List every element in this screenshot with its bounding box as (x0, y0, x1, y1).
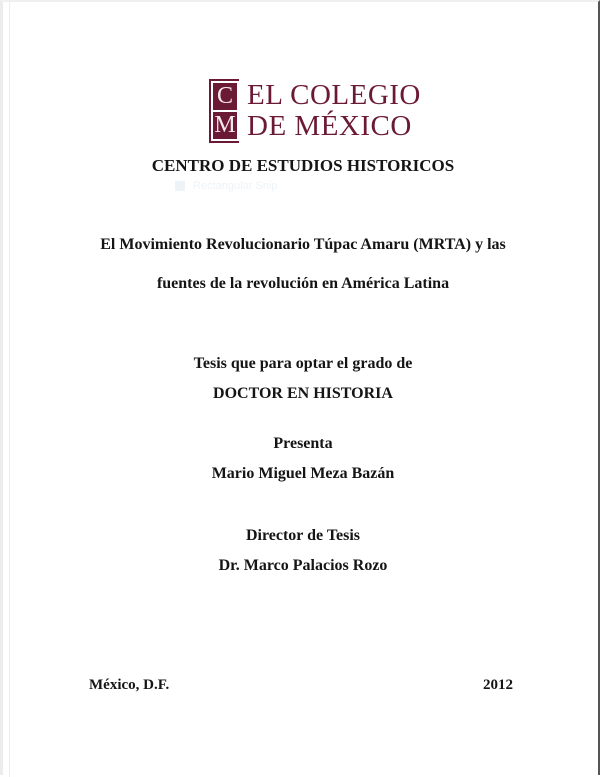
ghost-tooltip (175, 178, 295, 194)
degree-line-1: Tesis que para optar el grado de (193, 355, 413, 372)
advisor-name: Dr. Marco Palacios Rozo (218, 557, 388, 574)
place: México, D.F. (89, 677, 170, 693)
thesis-title-line-1: El Movimiento Revolucionario Túpac Amaru (MRTA) y las (100, 236, 506, 253)
advisor-label: Director de Tesis (245, 527, 361, 544)
snip-icon (175, 181, 185, 191)
author-label: Presenta (273, 435, 333, 452)
logo-line-2: DE MÉXICO (247, 110, 412, 142)
ghost-tooltip-text: Rectangular Snip (193, 180, 278, 192)
logo-letter-m: M (214, 112, 236, 138)
center-name: CENTRO DE ESTUDIOS HISTORICOS (151, 156, 455, 175)
logo-wordmark (247, 80, 421, 142)
logo-letter-c: C (213, 83, 237, 110)
institution-logo (209, 78, 421, 144)
year: 2012 (483, 677, 513, 693)
degree-line-2: DOCTOR EN HISTORIA (213, 385, 393, 402)
logo-mark-icon (209, 79, 239, 143)
author-name: Mario Miguel Meza Bazán (211, 465, 395, 482)
logo-line-1: EL COLEGIO (247, 79, 421, 111)
thesis-title-line-2: fuentes de la revolución en América Latina (156, 275, 450, 292)
